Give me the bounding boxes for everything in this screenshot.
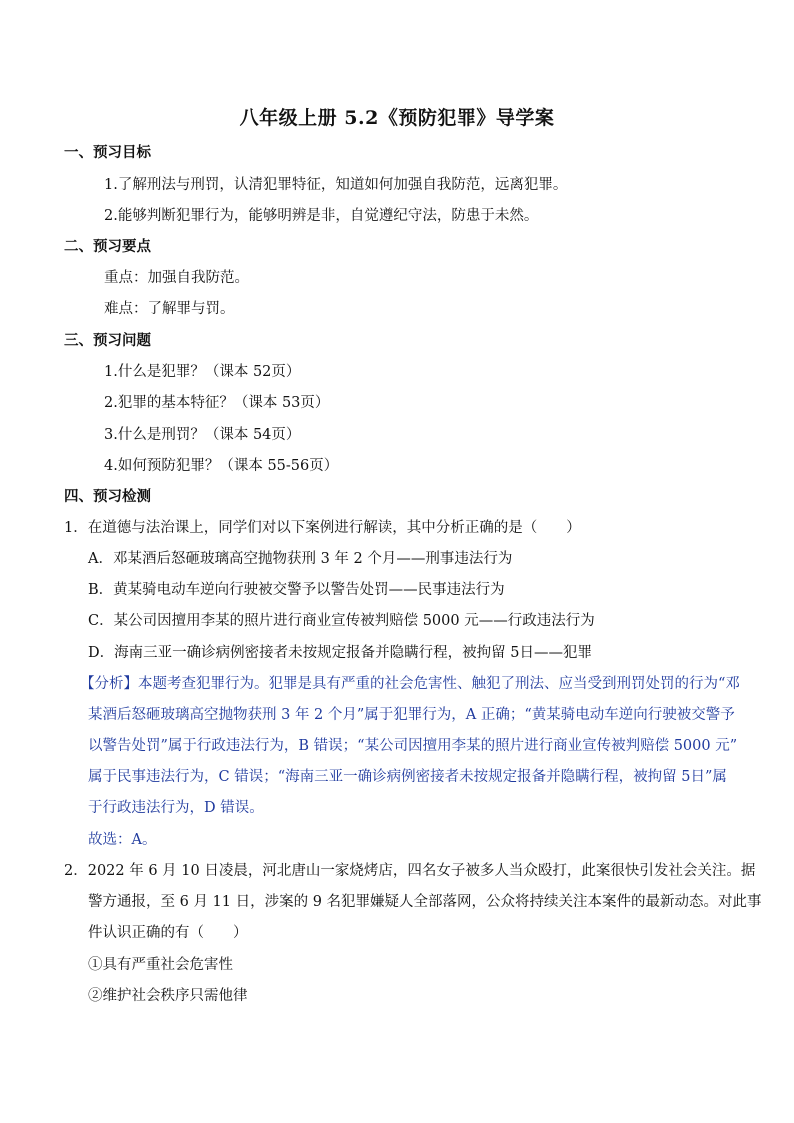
q1-analysis-line: 于行政违法行为，D 错误。	[88, 800, 264, 816]
section-heading-keypoints: 二、预习要点	[64, 238, 151, 255]
q1-stem: 1．在道德与法治课上，同学们对以下案例进行解读，其中分析正确的是（ ）	[64, 520, 581, 536]
section-heading-check: 四、预习检测	[64, 488, 151, 505]
q1-analysis-line	[80, 674, 740, 694]
q1-option-d: D．海南三亚一确诊病例密接者未按规定报备并隐瞒行程，被拘留 5日——犯罪	[88, 645, 592, 661]
q1-analysis-line: 属于民事违法行为，C 错误；“海南三亚一确诊病例密接者未按规定报备并隐瞒行程，被拘留 5日”属	[88, 769, 727, 785]
q2-stem-line: 2．2022 年 6 月 10 日凌晨，河北唐山一家烧烤店，四名女子被多人当众殴打，此案很快引发社会关注。据	[64, 863, 756, 879]
q1-option-c: C．某公司因擅用李某的照片进行商业宣传被判赔偿 5000 元——行政违法行为	[88, 613, 595, 629]
goal-item: 2.能够判断犯罪行为，能够明辨是非，自觉遵纪守法，防患于未然。	[104, 208, 539, 224]
q2-option: ②维护社会秩序只需他律	[88, 988, 248, 1004]
question-item: 2.犯罪的基本特征？（课本 53页）	[104, 395, 330, 411]
section-heading-questions: 三、预习问题	[64, 332, 151, 349]
page-title: 八年级上册 5.2《预防犯罪》导学案	[239, 107, 555, 129]
q1-option-a: A．邓某酒后怒砸玻璃高空抛物获刑 3 年 2 个月——刑事违法行为	[88, 551, 513, 567]
keypoint-item: 重点：加强自我防范。	[104, 270, 249, 286]
question-item: 4.如何预防犯罪？（课本 55-56页）	[104, 458, 339, 474]
analysis-tag: 【分析】	[80, 676, 138, 692]
section-heading-goals: 一、预习目标	[64, 144, 151, 161]
question-item: 3.什么是刑罚？（课本 54页）	[104, 427, 301, 443]
q1-answer: 故选：A。	[88, 832, 157, 848]
keypoint-item: 难点：了解罪与罚。	[104, 301, 235, 317]
q2-stem-line: 件认识正确的有（ ）	[88, 925, 248, 941]
goal-item: 1.了解刑法与刑罚，认清犯罪特征，知道如何加强自我防范，远离犯罪。	[104, 177, 568, 193]
q2-stem-line: 警方通报，至 6 月 11 日，涉案的 9 名犯罪嫌疑人全部落网，公众将持续关注本案件的最新动态。对此事	[88, 894, 762, 910]
question-item: 1.什么是犯罪？（课本 52页）	[104, 364, 301, 380]
q1-option-b: B．黄某骑电动车逆向行驶被交警予以警告处罚——民事违法行为	[88, 582, 505, 598]
q1-analysis-line: 某酒后怒砸玻璃高空抛物获刑 3 年 2 个月”属于犯罪行为，A 正确；“黄某骑电动车逆向行驶被交警予	[88, 707, 735, 723]
analysis-text: 本题考查犯罪行为。犯罪是具有严重的社会危害性、触犯了刑法、应当受到刑罚处罚的行为“邓	[138, 676, 740, 692]
q1-analysis-line: 以警告处罚”属于行政违法行为，B 错误；“某公司因擅用李某的照片进行商业宣传被判赔偿 5000 元”	[88, 738, 738, 754]
q2-option: ①具有严重社会危害性	[88, 957, 233, 973]
